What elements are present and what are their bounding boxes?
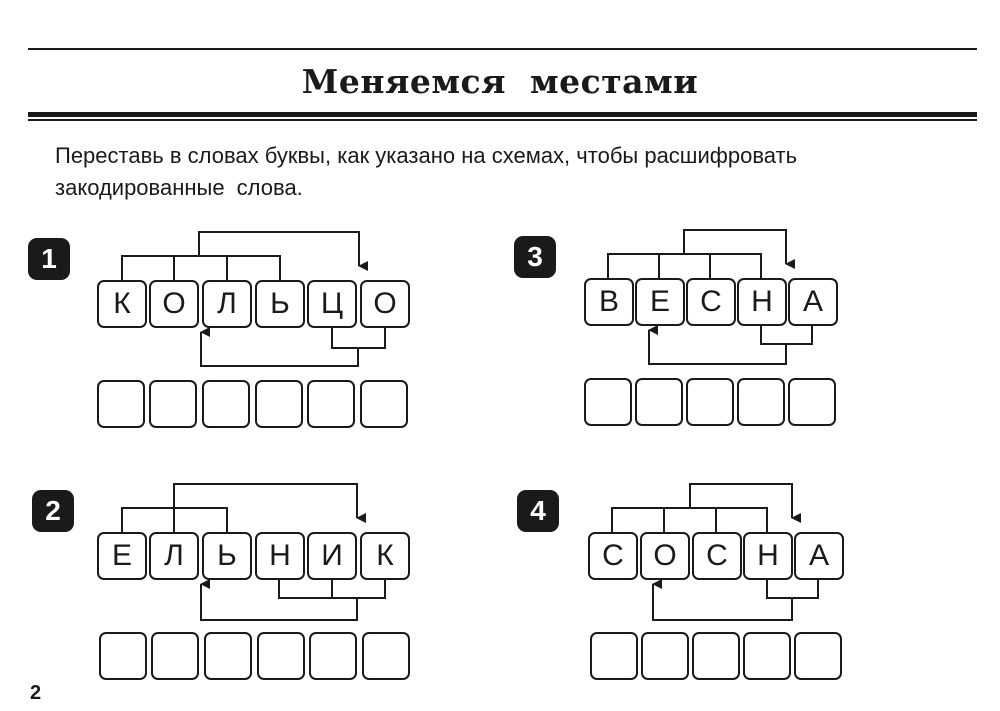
exercise-number-badge: 2 [32, 490, 74, 532]
answer-box[interactable] [788, 378, 836, 426]
letter-tile: Ь [255, 280, 305, 328]
letter-tile: Л [202, 280, 252, 328]
page-title: Меняемся местами [301, 62, 699, 101]
letter-tile: В [584, 278, 634, 326]
answer-box[interactable] [737, 378, 785, 426]
letter-tile: Е [97, 532, 147, 580]
answer-box[interactable] [743, 632, 791, 680]
letter-tile: А [788, 278, 838, 326]
letter-tile: К [97, 280, 147, 328]
answer-box[interactable] [360, 380, 408, 428]
letter-tile: С [686, 278, 736, 326]
answer-box[interactable] [641, 632, 689, 680]
letter-tile: Н [255, 532, 305, 580]
page-number: 2 [30, 682, 42, 704]
letter-tile: Ц [307, 280, 357, 328]
answer-box[interactable] [307, 380, 355, 428]
letter-tile: С [588, 532, 638, 580]
answer-box[interactable] [362, 632, 410, 680]
answer-box[interactable] [309, 632, 357, 680]
letter-tile: К [360, 532, 410, 580]
letter-tile: Ь [202, 532, 252, 580]
letter-tile: С [692, 532, 742, 580]
letter-tile: О [360, 280, 410, 328]
answer-box[interactable] [99, 632, 147, 680]
answer-box[interactable] [794, 632, 842, 680]
exercise-number-badge: 4 [517, 490, 559, 532]
answer-box[interactable] [692, 632, 740, 680]
answer-box[interactable] [204, 632, 252, 680]
answer-box[interactable] [257, 632, 305, 680]
letter-tile: Е [635, 278, 685, 326]
answer-box[interactable] [151, 632, 199, 680]
instruction-line-2: закодированные слова. [55, 175, 303, 200]
answer-box[interactable] [686, 378, 734, 426]
letter-tile: А [794, 532, 844, 580]
answer-box[interactable] [202, 380, 250, 428]
answer-box[interactable] [584, 378, 632, 426]
letter-tile: Н [737, 278, 787, 326]
answer-box[interactable] [590, 632, 638, 680]
letter-tile: О [149, 280, 199, 328]
exercise-number-badge: 3 [514, 236, 556, 278]
answer-box[interactable] [255, 380, 303, 428]
answer-box[interactable] [635, 378, 683, 426]
exercise-number-badge: 1 [28, 238, 70, 280]
instruction-line-1: Переставь в словах буквы, как указано на схемах, чтобы расшифровать [55, 143, 798, 168]
letter-tile: И [307, 532, 357, 580]
answer-box[interactable] [97, 380, 145, 428]
letter-tile: Л [149, 532, 199, 580]
letter-tile: Н [743, 532, 793, 580]
letter-tile: О [640, 532, 690, 580]
answer-box[interactable] [149, 380, 197, 428]
